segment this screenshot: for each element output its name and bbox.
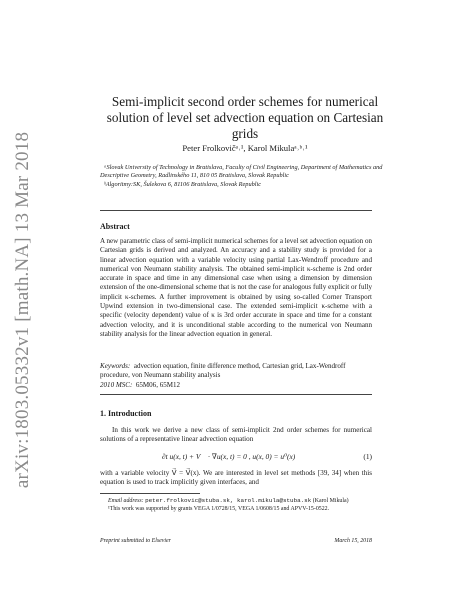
equation-number: (1) <box>363 452 372 461</box>
keywords-text: advection equation, finite difference method, Cartesian grid, Lax-Wendroff procedure, von Neumann stability analysis <box>100 362 346 380</box>
affiliation-b: ᵇAlgoritmy:SK, Šulekova 6, 81106 Bratislava, Slovak Republic <box>104 180 262 188</box>
bottom-rule <box>100 394 372 395</box>
preprint-note: Preprint submitted to Elsevier <box>100 538 171 544</box>
author-list: Peter Frolkovičᵃ˒¹, Karol Mikulaᵃ˒ᵇ˒¹ <box>182 143 308 153</box>
affiliations <box>100 164 390 189</box>
email-addresses[interactable]: peter.frolkovic@stuba.sk, karol.mikula@stuba.sk <box>145 497 312 504</box>
preprint-date: March 15, 2018 <box>334 538 372 544</box>
msc-label: 2010 MSC: <box>100 380 133 389</box>
equation-body: ∂t u(x, t) + V⃗ · ∇u(x, t) = 0 , u(x, 0) = u⁰(x) <box>162 452 296 461</box>
funding-footnote: ¹This work was supported by grants VEGA 1/0728/15, VEGA 1/0608/15 and APVV-15-0522. <box>108 505 330 512</box>
footnote-rule <box>100 493 200 494</box>
intro-continuation <box>100 469 372 488</box>
keywords-label: Keywords: <box>100 362 131 370</box>
msc-codes: 65M06, 65M12 <box>135 380 181 389</box>
keywords-block <box>100 362 372 390</box>
section-heading: 1. Introduction <box>100 409 152 418</box>
abstract-heading: Abstract <box>100 222 130 231</box>
top-rule <box>100 210 372 211</box>
keywords-line <box>100 362 372 381</box>
intro-paragraph <box>100 426 372 445</box>
abstract-body <box>100 237 372 339</box>
arxiv-stamp <box>10 100 36 520</box>
arxiv-id: arXiv:1803.05332v1 [math.NA] 13 Mar 2018 <box>12 131 33 489</box>
abstract-text: A new parametric class of semi-implicit numerical schemes for a level set advection equation on Cartesian grids is derived and analyzed. An accuracy and a stability study is provided for a linear advection equation with a variable velocity using partial Lax-Wendroff procedure and numerical von Neumann stability analysis. The obtained semi-implicit κ-scheme is 2nd order accurate in space and time in any dimensional case when using a dimension by dimension extension of the one-dimensional scheme that is not the case for analogous fully explicit or fully implicit κ-schemes. A further improvement is obtained by using so-called Corner Transport Upwind extension in two-dimensional case. The extended semi-implicit κ-scheme with a specific (velocity dependent) value of κ is 3rd order accurate in space and time for a constant advection velocity, and it is unconditional stable according to the numerical von Neumann stability analysis for the linear advection equation in general. <box>100 237 372 338</box>
email-footnote <box>100 497 372 506</box>
affiliation-a: ᵃSlovak University of Technology in Bratislava, Faculty of Civil Engineering, Department of Mathematics and Descriptive Geometry, Radlinského 11, 810 05 Bratislava, Slovak Republic <box>100 164 383 180</box>
paper-title: Semi-implicit second order schemes for numerical solution of level set advection equation on Cartesian grids <box>106 94 384 141</box>
email-label: Email address: <box>108 498 144 504</box>
msc-line <box>100 381 372 390</box>
footnotes <box>100 497 372 513</box>
intro-text: In this work we derive a new class of semi-implicit 2nd order schemes for numerical solutions of a representative linear advection equation <box>100 426 372 444</box>
intro-continuation-text: with a variable velocity V⃗ = V⃗(x). We are interested in level set methods [39, 34] when this equation is used to track implicitly given interfaces, and <box>100 469 372 487</box>
email-note: (Karol Mikula) <box>312 498 349 504</box>
equation-1 <box>100 452 372 464</box>
